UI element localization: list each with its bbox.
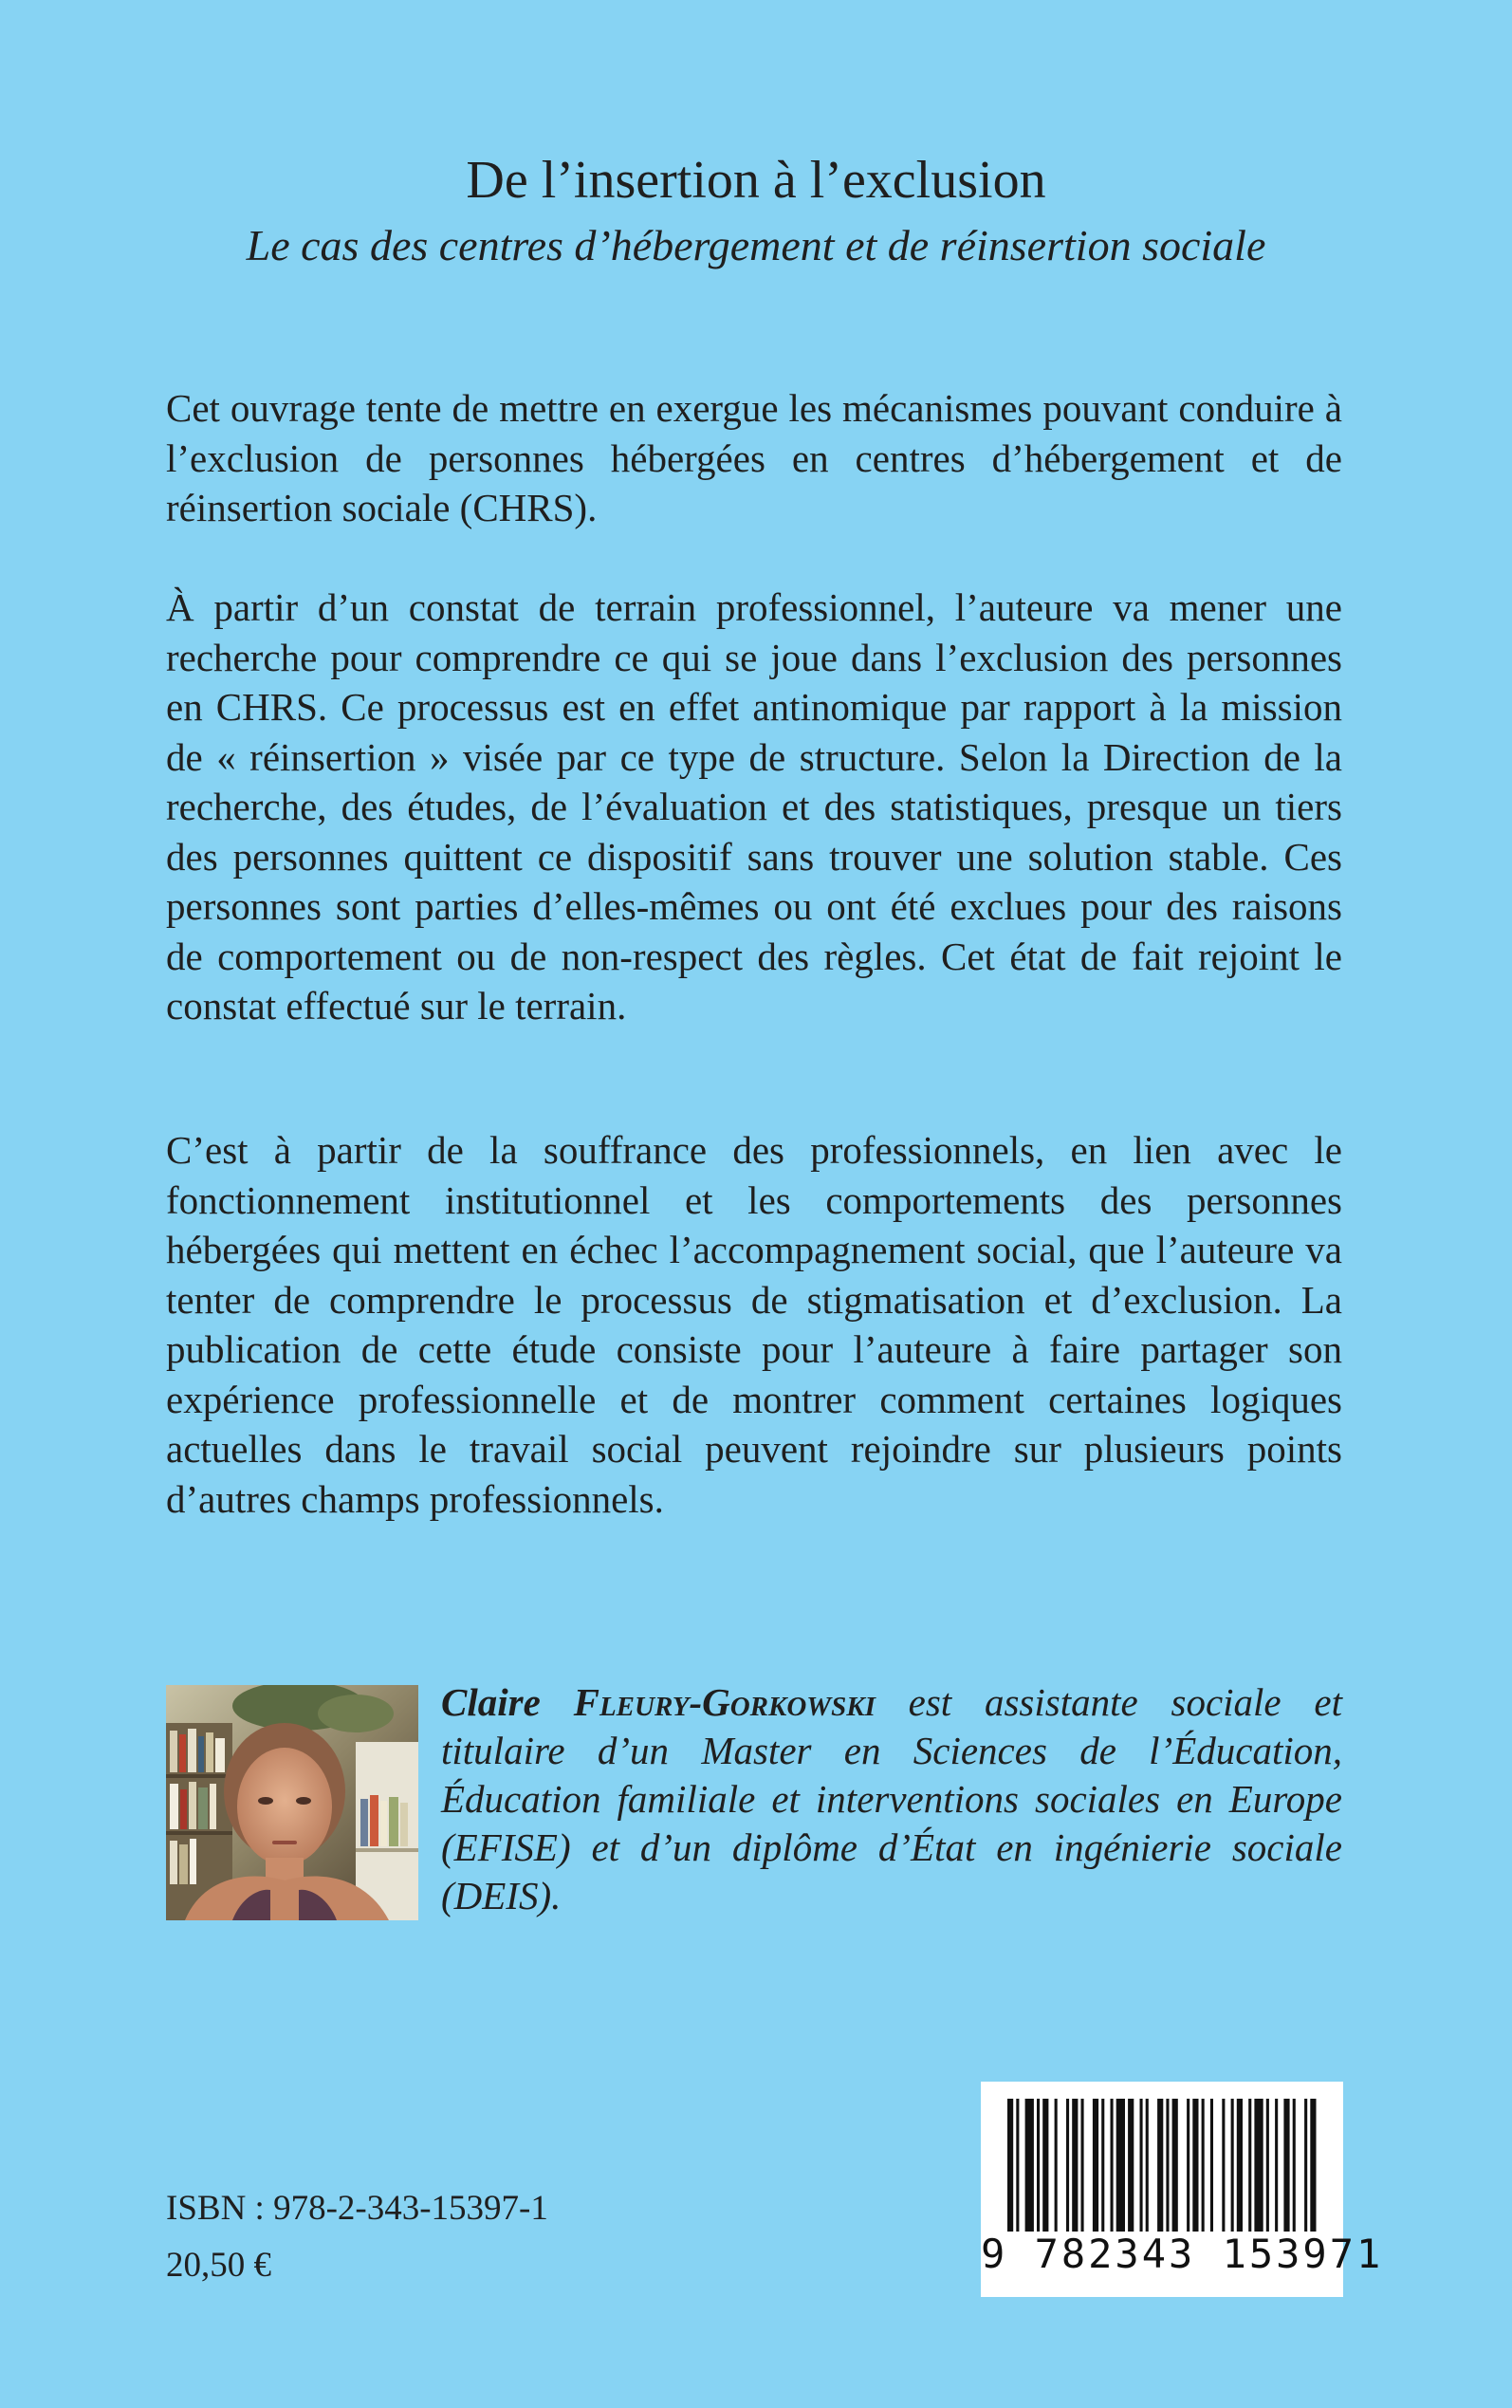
author-photo: [166, 1685, 418, 1920]
barcode-bar: [1231, 2099, 1234, 2232]
barcode: [981, 2082, 1384, 2297]
barcode-bar: [1016, 2099, 1019, 2232]
barcode-bar: [1146, 2099, 1149, 2232]
barcode-bar: [1304, 2099, 1307, 2232]
author-name: Claire Fleury-Gorkowski: [441, 1680, 876, 1724]
barcode-bar: [1072, 2099, 1078, 2232]
summary-paragraph-2: À partir d’un constat de terrain professionnel, l’auteure va mener une recherche pour comprendre ce qui se joue dans l’exclusion des personnes en CHRS. Ce processus est en effet antinomique par rapport à la mission de « réinsertion » visée par ce type de structure. Selon la Direction de la recherche, des études, de l’évaluation et des statistiques, presque un tiers des personnes quittent ce dispositif sans trouver une solution stable. Ces personnes sont parties d’elles-mêmes ou ont été exclues pour des raisons de comportement ou de non-respect des règles. Cet état de fait rejoint le constat effectué sur le terrain.: [166, 585, 1342, 1028]
barcode-bar: [1093, 2099, 1098, 2232]
book-title: De l’insertion à l’exclusion: [466, 151, 1046, 210]
barcode-bar: [1128, 2099, 1134, 2232]
barcode-bar: [1275, 2099, 1278, 2232]
barcode-bar: [1166, 2099, 1169, 2232]
barcode-bar: [1283, 2099, 1289, 2232]
price: 20,50 €: [166, 2246, 271, 2285]
barcode-bar: [1172, 2099, 1178, 2232]
barcode-bar: [1157, 2099, 1163, 2232]
barcode-bar: [1222, 2099, 1225, 2232]
barcode-bar: [1042, 2099, 1048, 2232]
barcode-bar: [1254, 2099, 1263, 2232]
barcode-bar: [1140, 2099, 1143, 2232]
barcode-bar: [1007, 2099, 1013, 2232]
barcode-bar: [1210, 2099, 1213, 2232]
summary-paragraph-1: Cet ouvrage tente de mettre en exergue les mécanismes pouvant conduire à l’exclusion de personnes hébergées en centres d’hébergement et de réinsertion sociale (CHRS).: [166, 386, 1342, 529]
barcode-bar: [1248, 2099, 1251, 2232]
barcode-bar: [1111, 2099, 1114, 2232]
barcode-bar: [1293, 2099, 1296, 2232]
barcode-bar: [1055, 2099, 1058, 2232]
barcode-bar: [1081, 2099, 1084, 2232]
barcode-bar: [1025, 2099, 1034, 2232]
summary-paragraph-3: C’est à partir de la souffrance des professionnels, en lien avec le fonctionnement institutionnel et les comportements des personnes hébergées qui mettent en échec l’accompagnement social, que l’auteure va tenter de comprendre le processus de stigmatisation et d’exclusion. La publication de cette étude consiste pour l’auteure à faire partager son expérience professionnelle et de montrer comment certaines logiques actuelles dans le travail social peuvent rejoindre sur plusieurs points d’autres champs professionnels.: [166, 1128, 1342, 1521]
barcode-bar: [1192, 2099, 1198, 2232]
book-subtitle: Le cas des centres d’hébergement et de réinsertion sociale: [246, 221, 1266, 269]
isbn: ISBN : 978-2-343-15397-1: [166, 2189, 548, 2228]
barcode-bar: [1116, 2099, 1125, 2232]
barcode-digits: 9 782343 153971: [981, 2231, 1384, 2277]
barcode-bar: [1187, 2099, 1189, 2232]
barcode-bar: [1237, 2099, 1243, 2232]
barcode-bar: [1101, 2099, 1104, 2232]
author-bio: [441, 1678, 1342, 1920]
barcode-bar: [1037, 2099, 1040, 2232]
barcode-bar: [1266, 2099, 1269, 2232]
barcode-bar: [1310, 2099, 1316, 2232]
barcode-bar: [1202, 2099, 1205, 2232]
author-bio-text: est assistante sociale et titulaire d’un Master en Sciences de l’Éducation, Éducation familiale et interventions sociales en Europe (EFISE) et d’un diplôme d’État en ingénierie sociale (DEIS).: [441, 1680, 1343, 1917]
barcode-bar: [1066, 2099, 1069, 2232]
